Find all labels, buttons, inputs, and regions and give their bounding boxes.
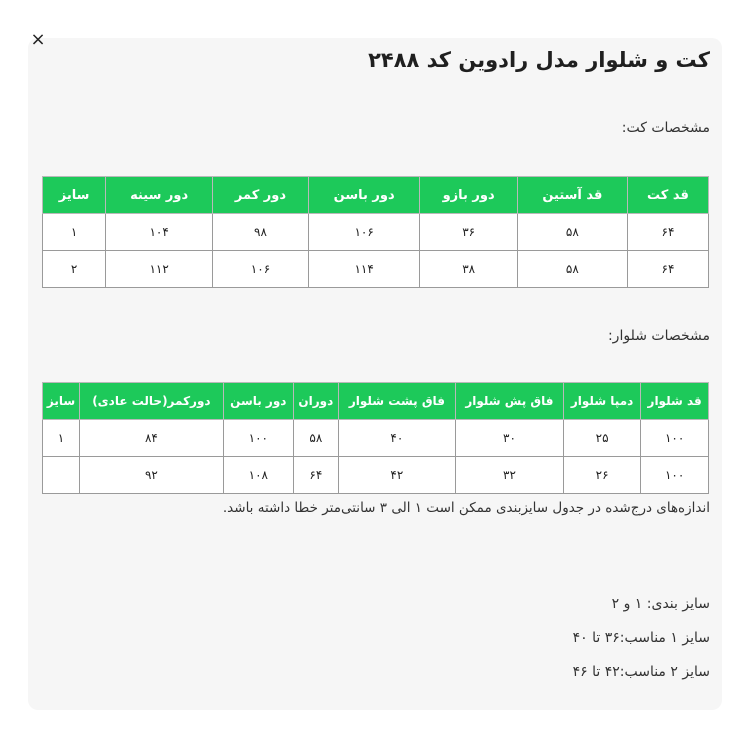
header-cell: دور بازو: [420, 177, 517, 214]
table-cell: ۱۰۰: [641, 420, 709, 457]
table-cell: ۹۸: [213, 214, 309, 251]
table-cell: ۱۰۶: [308, 214, 420, 251]
table-cell: ۱۰۰: [641, 457, 709, 494]
header-cell: سایز: [43, 177, 106, 214]
table-cell: ۴۲: [338, 457, 455, 494]
header-cell: قد آستین: [517, 177, 627, 214]
table-cell: ۱: [43, 214, 106, 251]
close-button[interactable]: [28, 30, 48, 50]
table-cell: ۳۶: [420, 214, 517, 251]
header-cell: دورکمر(حالت عادی): [80, 383, 224, 420]
jacket-size-table: [42, 176, 709, 288]
size-1-fit-text: سایز ۱ مناسب:۳۶ تا ۴۰: [572, 630, 710, 646]
size-2-fit-text: سایز ۲ مناسب:۴۲ تا ۴۶: [572, 664, 710, 680]
table-cell: ۳۸: [420, 251, 517, 288]
table-cell: ۹۲: [80, 457, 224, 494]
header-cell: دور باسن: [308, 177, 420, 214]
table-cell: ۱۰۰: [223, 420, 293, 457]
table-cell: ۱۰۸: [223, 457, 293, 494]
jacket-section-label: مشخصات کت:: [621, 120, 710, 136]
table-cell: ۲: [43, 251, 106, 288]
table-row: [43, 457, 709, 494]
table-cell: [43, 457, 80, 494]
table-cell: ۲۶: [563, 457, 640, 494]
table-cell: ۲۵: [563, 420, 640, 457]
table-cell: ۵۸: [517, 214, 627, 251]
header-cell: سایز: [43, 383, 80, 420]
pants-size-table: [42, 382, 709, 494]
table-cell: ۶۴: [293, 457, 338, 494]
table-cell: ۶۴: [627, 214, 708, 251]
table-row: [43, 251, 709, 288]
table-header-row: [43, 383, 709, 420]
sizes-available-text: سایز بندی: ۱ و ۲: [611, 596, 710, 612]
table-cell: ۱۱۲: [106, 251, 213, 288]
table-cell: ۳۰: [456, 420, 564, 457]
header-cell: دور سینه: [106, 177, 213, 214]
table-cell: ۱۰۴: [106, 214, 213, 251]
table-cell: ۳۲: [456, 457, 564, 494]
pants-section-label: مشخصات شلوار:: [607, 328, 710, 344]
header-cell: فاق پش شلوار: [456, 383, 564, 420]
header-cell: دوران: [293, 383, 338, 420]
table-cell: ۵۸: [293, 420, 338, 457]
close-icon: ×: [30, 29, 46, 50]
table-header-row: [43, 177, 709, 214]
table-row: [43, 214, 709, 251]
table-cell: ۸۴: [80, 420, 224, 457]
table-cell: ۱: [43, 420, 80, 457]
table-cell: ۶۴: [627, 251, 708, 288]
header-cell: قد کت: [627, 177, 708, 214]
page-title: کت و شلوار مدل رادوین کد ۲۴۸۸: [368, 48, 710, 72]
header-cell: دور باسن: [223, 383, 293, 420]
header-cell: قد شلوار: [641, 383, 709, 420]
product-size-modal: [28, 38, 722, 710]
table-cell: ۴۰: [338, 420, 455, 457]
table-cell: ۵۸: [517, 251, 627, 288]
header-cell: دمپا شلوار: [563, 383, 640, 420]
table-row: [43, 420, 709, 457]
header-cell: دور کمر: [213, 177, 309, 214]
header-cell: فاق پشت شلوار: [338, 383, 455, 420]
table-cell: ۱۱۴: [308, 251, 420, 288]
table-cell: ۱۰۶: [213, 251, 309, 288]
size-tolerance-note: اندازه‌های درج‌شده در جدول سایزبندی ممکن است ۱ الی ۳ سانتی‌متر خطا داشته باشد.: [222, 500, 710, 516]
